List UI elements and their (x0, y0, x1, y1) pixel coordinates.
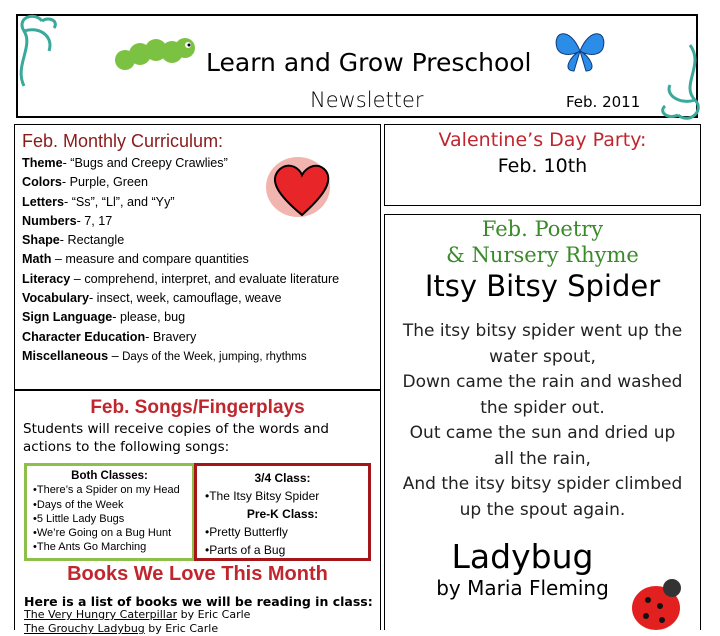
separator: - (62, 156, 71, 170)
curriculum-label: Literacy (22, 271, 71, 286)
curriculum-value: Bravery (152, 329, 197, 344)
curriculum-value: Days of the Week, jumping, rhythms (122, 350, 307, 363)
butterfly-icon (552, 26, 608, 76)
poetry-section (384, 214, 701, 630)
curriculum-heading: Feb. Monthly Curriculum: (22, 131, 224, 151)
books-intro: Here is a list of books we will be reading in class: (24, 594, 373, 609)
poetry-heading: Feb. Poetry (481, 217, 604, 241)
songs-section (14, 390, 381, 635)
curriculum-item (22, 328, 373, 347)
curriculum-label: Vocabulary (22, 291, 89, 306)
separator: - (145, 329, 153, 344)
poetry-subheading: & Nursery Rhyme (446, 243, 639, 267)
book-title: The Grouchy Ladybug (24, 622, 145, 635)
poem2-author: by Maria Fleming (436, 576, 609, 600)
curriculum-item (22, 270, 373, 289)
books-heading: Books We Love This Month (67, 563, 328, 585)
separator: – (51, 252, 66, 267)
prek-title: Pre-K Class: (246, 507, 319, 521)
curriculum-label: Theme (22, 156, 63, 170)
song-item: •The Itsy Bitsy Spider (205, 489, 320, 503)
book-author: by Eric Carle (177, 608, 251, 621)
valentine-title: Valentine’s Day Party: (438, 129, 647, 151)
both-classes-title: Both Classes: (71, 470, 148, 482)
curriculum-value: insect, week, camouflage, weave (96, 291, 282, 306)
curriculum-label: Numbers (22, 213, 77, 228)
curriculum-value: “Ss”, “Ll”, and “Yy” (71, 194, 175, 209)
curriculum-label: Math (22, 252, 52, 267)
newsletter-subtitle: Newsletter (310, 88, 424, 112)
separator: - (59, 233, 68, 248)
heart-icon (258, 145, 346, 225)
book-author: by Eric Carle (144, 622, 219, 635)
song-item: •Pretty Butterfly (205, 525, 288, 539)
song-item: •5 Little Lady Bugs (33, 512, 125, 525)
poem-line: water spout, (489, 346, 596, 367)
ladybug-icon (624, 570, 694, 630)
separator: - (61, 175, 70, 190)
separator: - (88, 291, 97, 306)
song-item: •We’re Going on a Bug Hunt (33, 527, 172, 540)
swirl-decoration-icon (650, 40, 715, 130)
caterpillar-icon (110, 30, 196, 76)
book-title: The Very Hungry Caterpillar (24, 608, 178, 621)
curriculum-label: Letters (22, 194, 64, 209)
poem-title: Itsy Bitsy Spider (424, 269, 661, 303)
class34-title: 3/4 Class: (254, 471, 311, 485)
separator: – (108, 348, 123, 363)
curriculum-label: Sign Language (22, 310, 113, 325)
newsletter-date: Feb. 2011 (566, 93, 641, 111)
curriculum-item (22, 250, 373, 269)
separator: - (112, 310, 120, 325)
curriculum-label: Character Education (22, 329, 146, 344)
poem-line: the spider out. (480, 397, 605, 418)
curriculum-label: Miscellaneous (22, 348, 109, 363)
valentine-date: Feb. 10th (497, 155, 588, 177)
curriculum-item (22, 289, 373, 308)
both-classes-box (24, 463, 195, 561)
songs-heading: Feb. Songs/Fingerplays (90, 397, 305, 418)
songs-intro: Students will receive copies of the words and actions to the following songs: (23, 421, 329, 455)
song-item: •The Ants Go Marching (33, 541, 147, 554)
school-title: Learn and Grow Preschool (206, 48, 532, 77)
book-item (24, 622, 250, 636)
poem-line: all the rain, (494, 448, 591, 469)
curriculum-value: measure and compare quantities (65, 252, 249, 267)
curriculum-value: “Bugs and Creepy Crawlies” (70, 156, 228, 170)
curriculum-item (22, 231, 373, 250)
separator: – (70, 271, 85, 286)
song-item: •There’s a Spider on my Head (33, 484, 180, 497)
separator: - (64, 194, 72, 209)
poem-line: The itsy bitsy spider went up the (402, 321, 683, 341)
curriculum-item (22, 347, 373, 367)
separator: - (76, 213, 85, 228)
curriculum-label: Colors (22, 175, 62, 190)
curriculum-item (22, 308, 373, 327)
curriculum-value: comprehend, interpret, and evaluate literature (84, 271, 340, 286)
book-item (24, 608, 250, 622)
poem2-title: Ladybug (451, 537, 594, 576)
curriculum-value: Rectangle (67, 233, 125, 248)
song-item: •Parts of a Bug (205, 543, 286, 557)
poem-line: Down came the rain and washed (402, 372, 683, 392)
curriculum-label: Shape (22, 233, 60, 248)
curriculum-value: 7, 17 (84, 213, 113, 228)
valentine-party-section (384, 124, 701, 206)
poem-line: And the itsy bitsy spider climbed (402, 474, 683, 494)
curriculum-value: Purple, Green (69, 175, 148, 190)
curriculum-value: please, bug (119, 310, 186, 325)
song-item: •Days of the Week (33, 498, 124, 511)
swirl-decoration-icon (4, 6, 64, 94)
poem-line: Out came the sun and dried up (409, 423, 676, 443)
class-specific-box (194, 463, 371, 561)
poem-line: up the spout again. (459, 499, 626, 520)
